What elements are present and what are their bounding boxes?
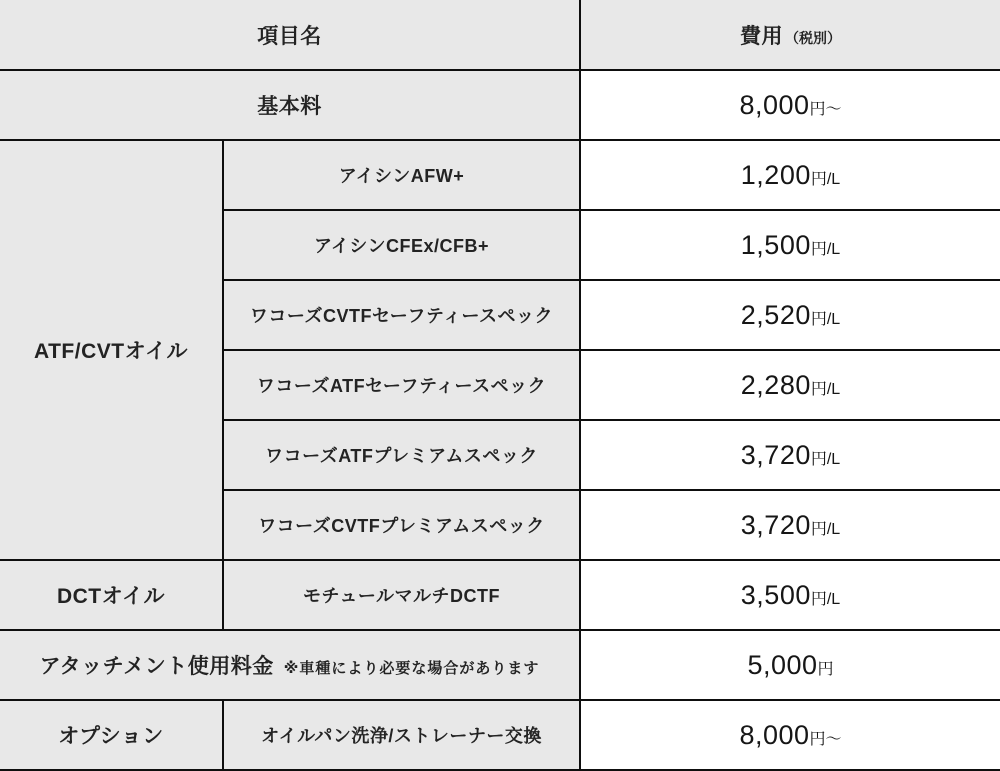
- row-attachment: [0, 630, 1000, 700]
- header-item-label: 項目名: [257, 24, 322, 48]
- price-amount: 1,200: [740, 159, 811, 190]
- product-price-cell: [580, 420, 1000, 490]
- product-name-cell: [223, 280, 580, 350]
- product-name: モチュールマルチDCTF: [302, 586, 501, 606]
- price-amount: 8,000: [739, 719, 810, 750]
- price-amount: 2,520: [740, 299, 811, 330]
- product-name-cell: [223, 350, 580, 420]
- attachment-note: ※車種により必要な場合があります: [283, 660, 540, 677]
- price-amount: 3,500: [740, 579, 811, 610]
- product-price-cell: [580, 700, 1000, 770]
- price-unit: 円/L: [810, 240, 841, 258]
- price-amount: 3,720: [740, 439, 811, 470]
- product-price-cell: [580, 350, 1000, 420]
- price-unit: 円/L: [810, 310, 841, 328]
- price-unit: 円/L: [810, 520, 841, 538]
- price-unit: 円～: [809, 730, 842, 748]
- header-cost-cell: [580, 0, 1000, 70]
- price-unit: 円～: [809, 100, 842, 118]
- atf-group-label: ATF/CVTオイル: [33, 340, 189, 363]
- header-row: [0, 0, 1000, 70]
- product-name: ワコーズCVTFセーフティースペック: [249, 306, 554, 326]
- row-dct: [0, 560, 1000, 630]
- option-group-label: オプション: [58, 725, 164, 748]
- product-name: ワコーズCVTFプレミアムスペック: [258, 516, 545, 536]
- row-option: [0, 700, 1000, 770]
- header-cost-note: （税別）: [785, 29, 841, 46]
- product-price-cell: [580, 490, 1000, 560]
- product-name: アイシンCFEx/CFB+: [314, 236, 489, 256]
- price-amount: 2,280: [740, 369, 811, 400]
- attachment-price-cell: [580, 630, 1000, 700]
- product-name-cell: [223, 210, 580, 280]
- atf-group-cell: [0, 140, 223, 560]
- product-name: オイルパン洗浄/ストレーナー交換: [261, 726, 542, 746]
- product-name-cell: [223, 700, 580, 770]
- product-name-cell: [223, 490, 580, 560]
- basic-fee-label: 基本料: [257, 95, 322, 118]
- product-name-cell: [223, 420, 580, 490]
- product-price-cell: [580, 210, 1000, 280]
- attachment-label: アタッチメント使用料金: [39, 655, 274, 678]
- product-name: ワコーズATFセーフティースペック: [256, 376, 547, 396]
- price-amount: 1,500: [740, 229, 811, 260]
- price-unit: 円: [817, 660, 834, 678]
- basic-fee-price-cell: [580, 70, 1000, 140]
- product-name: ワコーズATFプレミアムスペック: [265, 446, 538, 466]
- product-name-cell: [223, 560, 580, 630]
- price-amount: 5,000: [747, 649, 818, 680]
- price-unit: 円/L: [810, 450, 841, 468]
- price-amount: 8,000: [739, 89, 810, 120]
- dct-group-label: DCTオイル: [56, 585, 166, 608]
- header-item-cell: [0, 0, 580, 70]
- price-amount: 3,720: [740, 509, 811, 540]
- option-group-cell: [0, 700, 223, 770]
- row-basic-fee: [0, 70, 1000, 140]
- header-cost-label: 費用: [740, 24, 783, 48]
- price-unit: 円/L: [810, 590, 841, 608]
- product-price-cell: [580, 140, 1000, 210]
- product-name-cell: [223, 140, 580, 210]
- dct-group-cell: [0, 560, 223, 630]
- attachment-label-cell: [0, 630, 580, 700]
- product-name: アイシンAFW+: [338, 166, 465, 186]
- row-atf-item-1: [0, 140, 1000, 210]
- basic-fee-label-cell: [0, 70, 580, 140]
- price-unit: 円/L: [810, 170, 841, 188]
- price-unit: 円/L: [810, 380, 841, 398]
- product-price-cell: [580, 280, 1000, 350]
- product-price-cell: [580, 560, 1000, 630]
